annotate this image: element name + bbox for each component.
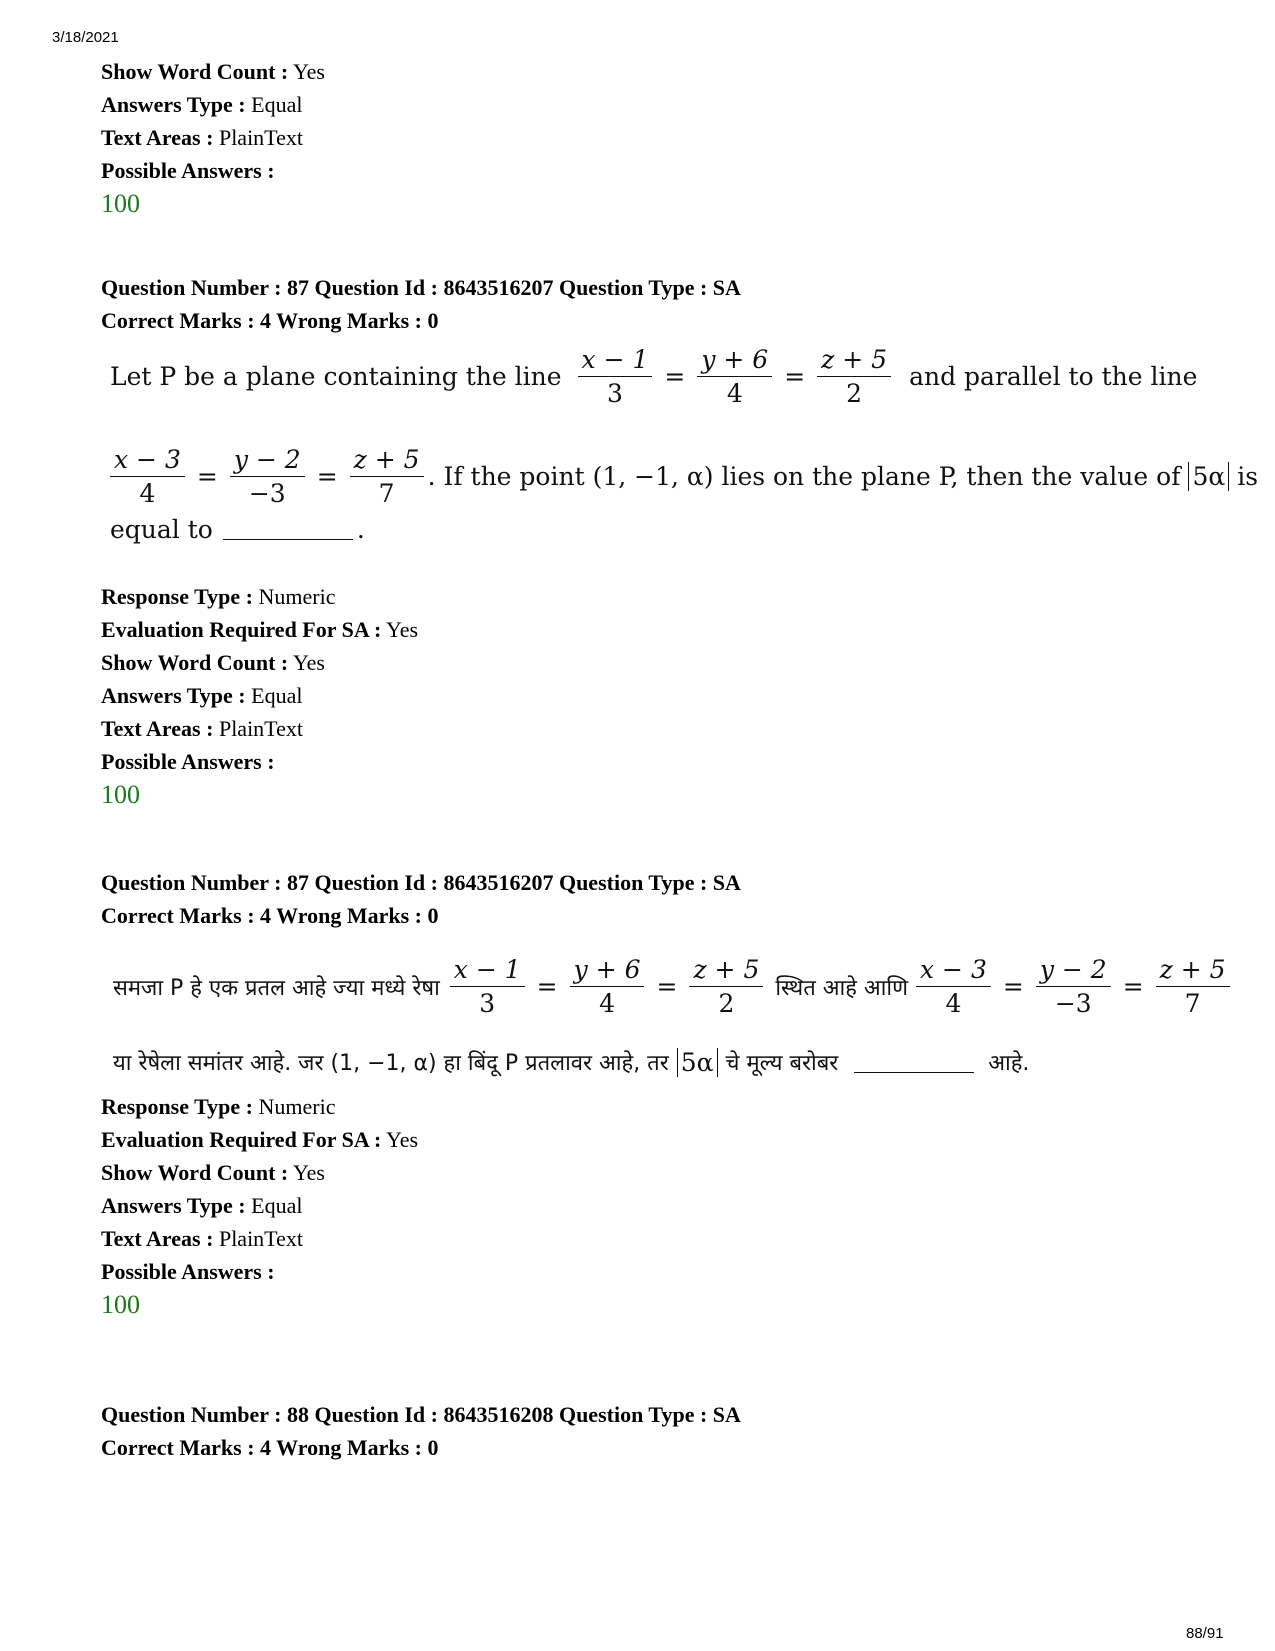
prev-question-meta: Show Word Count : Yes Answers Type : Equal Text Areas : PlainText Possible Answers : 100 xyxy=(101,55,325,221)
question-meta: Response Type : Numeric Evaluation Required For SA : Yes Show Word Count : Yes Answers Type : Equal Text Areas : PlainText Possible Answers : 100 xyxy=(101,1090,418,1322)
possible-answer-value: 100 xyxy=(101,780,140,809)
question-header: Question Number : 88 Question Id : 8643516208 Question Type : SA Correct Marks : 4 Wrong Marks : 0 xyxy=(101,1402,741,1460)
question-header: Question Number : 87 Question Id : 8643516207 Question Type : SA Correct Marks : 4 Wrong Marks : 0 xyxy=(101,275,741,333)
possible-answer-value: 100 xyxy=(101,189,140,218)
question-meta: Response Type : Numeric Evaluation Required For SA : Yes Show Word Count : Yes Answers Type : Equal Text Areas : PlainText Possible Answers : 100 xyxy=(101,580,418,812)
page-number: 88/91 xyxy=(1186,1625,1224,1642)
print-date: 3/18/2021 xyxy=(52,29,119,46)
possible-answer-value: 100 xyxy=(101,1290,140,1319)
question-header: Question Number : 87 Question Id : 8643516207 Question Type : SA Correct Marks : 4 Wrong Marks : 0 xyxy=(101,870,741,928)
question-text-english: Let P be a plane containing the line $\frac{x - 1}{3}$ = $\frac{y + 6}{4}$ = $\frac{z + 5}{2}$ and parallel to the line $\frac{x - 3}{4}$ = $\frac{y - 2}{-3}$ = $\frac{z + 5}{7}$ . If the point (1, −1, α) lies on the plane P, then the value of 5α is equal to . xyxy=(110,345,1259,544)
question-text-marathi: समजा P हे एक प्रतल आहे ज्या मध्ये रेषा $\frac{x - 1}{3}$ = $\frac{y + 6}{4}$ = $\frac{z + 5}{2}$ स्थित आहे आणि $\frac{x - 3}{4}$ = $\frac{y - 2}{-3}$ = $\frac{z + 5}{7}$ या रेषेला समांतर आहे. जर (1, −1, α) हा बिंदू P प्रतलावर आहे, तर 5α चे मूल्य बरोबर आहे. xyxy=(113,955,1173,1095)
